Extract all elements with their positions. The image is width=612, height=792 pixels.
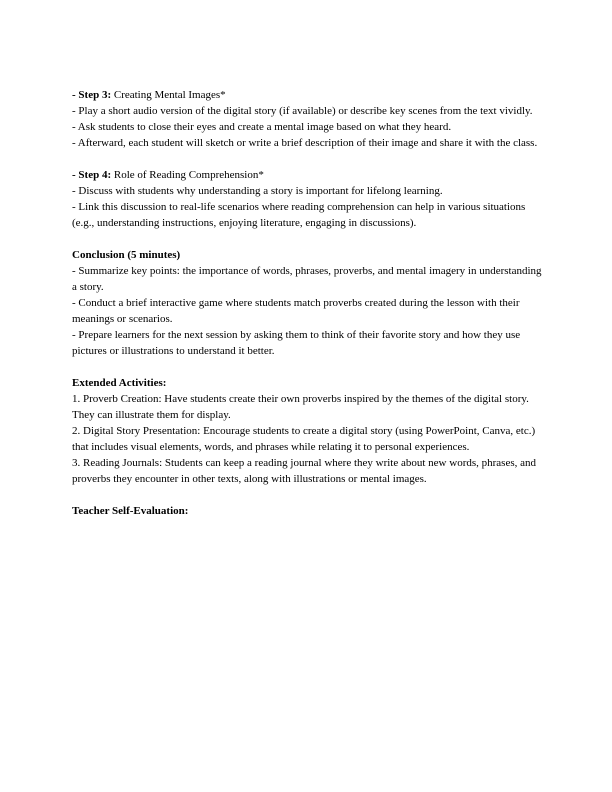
extended-activities-section — [72, 375, 542, 487]
step-4-section — [72, 167, 542, 231]
conclusion-line: - Conduct a brief interactive game where students match proverbs created during the lesson with their meanings or scenarios. — [72, 297, 520, 325]
teacher-self-evaluation-section — [72, 503, 542, 519]
conclusion-heading: Conclusion (5 minutes) — [72, 249, 181, 261]
conclusion-section — [72, 247, 542, 359]
step-4-line: - Discuss with students why understanding a story is important for lifelong learning. — [72, 185, 443, 197]
step-3-title: Creating Mental Images* — [111, 89, 226, 101]
step-3-line: - Play a short audio version of the digital story (if available) or describe key scenes from the text vividly. — [72, 105, 533, 117]
step-3-line: - Ask students to close their eyes and create a mental image based on what they heard. — [72, 121, 452, 133]
step-4-heading — [72, 167, 542, 183]
step-4-lead: - Step 4: — [72, 169, 112, 181]
conclusion-line: - Summarize key points: the importance of words, phrases, proverbs, and mental imagery in understanding a story. — [72, 265, 542, 293]
document-page — [72, 87, 542, 519]
step-4-line: - Link this discussion to real-life scenarios where reading comprehension can help in various situations (e.g., understanding instructions, enjoying literature, engaging in discussions). — [72, 201, 526, 229]
extended-activity-item: 3. Reading Journals: Students can keep a reading journal where they write about new words, phrases, and proverbs they encounter in other texts, along with illustrations or mental images. — [72, 457, 537, 485]
teacher-self-evaluation-heading: Teacher Self-Evaluation: — [72, 505, 189, 517]
step-3-section — [72, 87, 542, 151]
extended-activity-item: 2. Digital Story Presentation: Encourage students to create a digital story (using PowerPoint, Canva, etc.) that includes visual elements, words, and phrases while relating it to personal experiences. — [72, 425, 536, 453]
step-3-lead: - Step 3: — [72, 89, 112, 101]
step-3-line: - Afterward, each student will sketch or write a brief description of their image and share it with the class. — [72, 137, 538, 149]
step-4-title: Role of Reading Comprehension* — [111, 169, 264, 181]
step-3-heading — [72, 87, 542, 103]
extended-activities-heading: Extended Activities: — [72, 377, 167, 389]
conclusion-line: - Prepare learners for the next session by asking them to think of their favorite story and how they use pictures or illustrations to understand it better. — [72, 329, 521, 357]
extended-activity-item: 1. Proverb Creation: Have students create their own proverbs inspired by the themes of the digital story. They can illustrate them for display. — [72, 393, 529, 421]
